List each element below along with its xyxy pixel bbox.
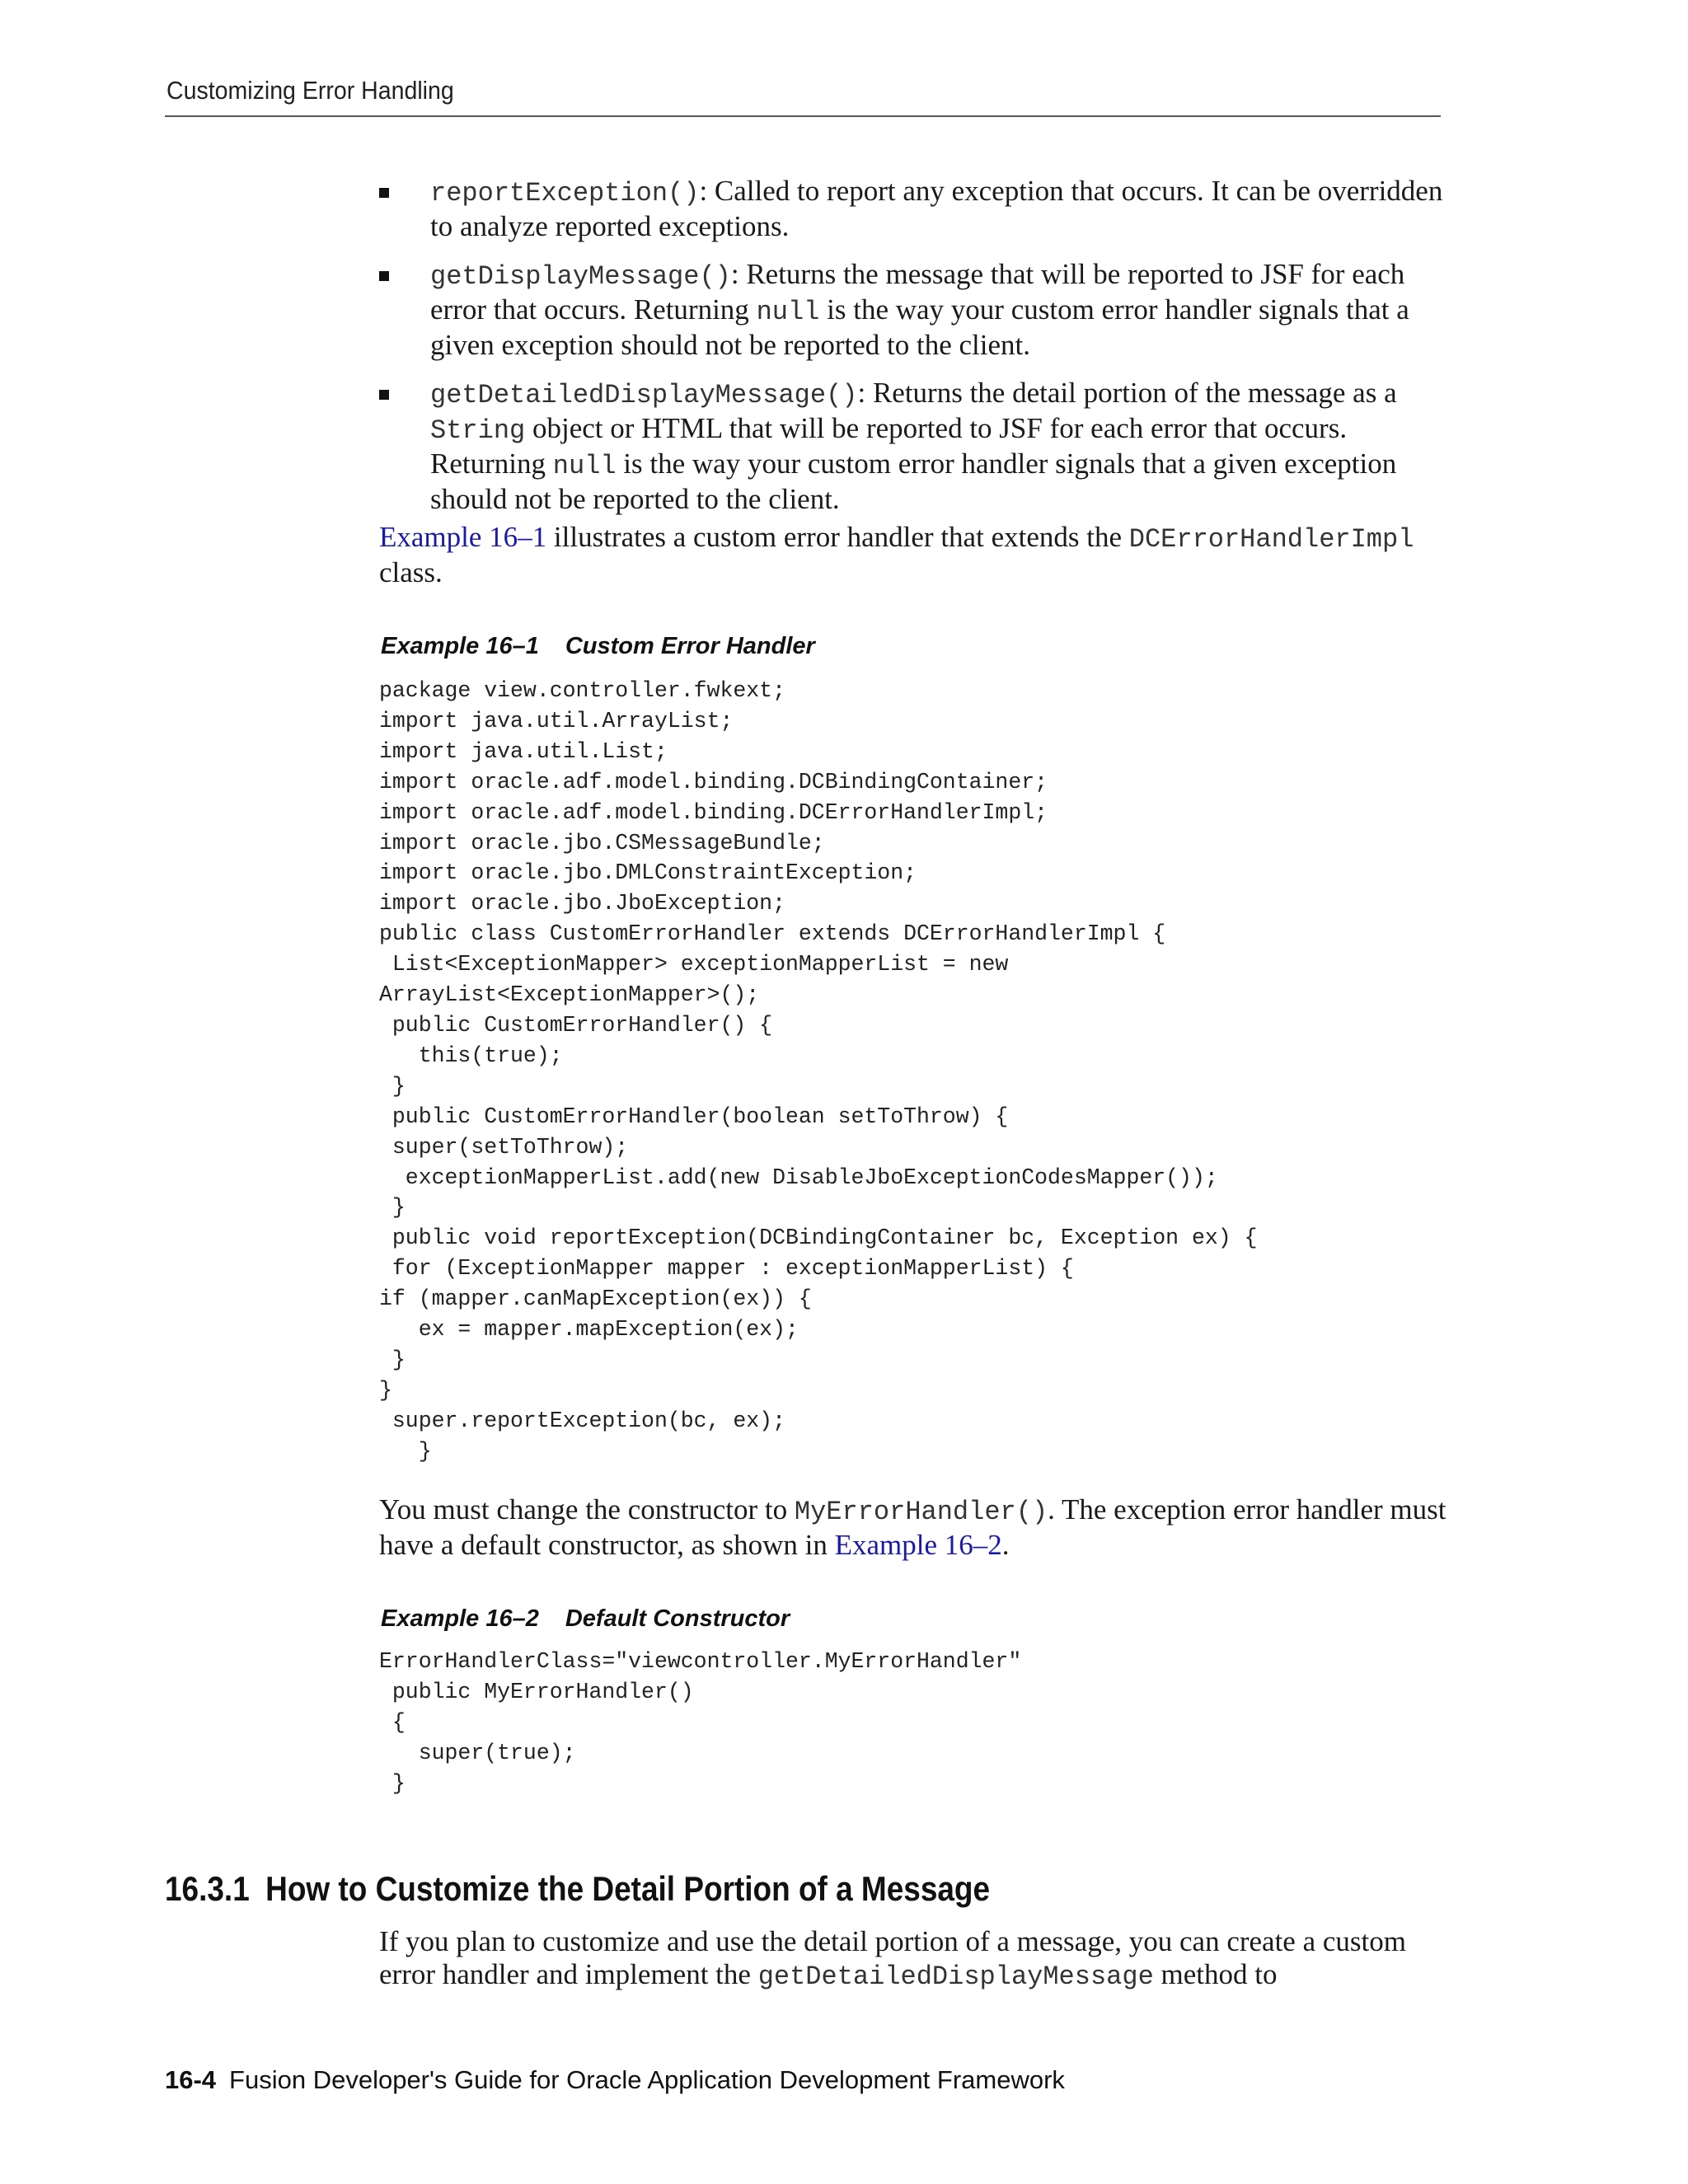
- method-description: : Called to report any exception that occurs. It can be overridden to analyze reported exceptions.: [430, 175, 1443, 242]
- paragraph-text: illustrates a custom error handler that extends the: [546, 521, 1129, 553]
- paragraph-text: If you plan to customize and use the detail portion of a message, you can create a custom error handler and implement the: [379, 1925, 1406, 1990]
- paragraph-text: .: [1001, 1529, 1010, 1561]
- example-label: Example 16–1: [381, 633, 539, 659]
- inline-code: null: [756, 297, 820, 327]
- method-name: getDetailedDisplayMessage(): [430, 380, 858, 410]
- section-number: 16.3.1: [165, 1869, 250, 1908]
- list-item: [379, 175, 1451, 243]
- page-footer: [165, 2065, 1065, 2095]
- inline-code: MyErrorHandler(): [794, 1497, 1048, 1527]
- method-name: reportException(): [430, 178, 700, 209]
- bullet-square-icon: [379, 390, 389, 400]
- method-description: is the way your custom error handler signals that a given exception should not be reported to the client.: [430, 448, 1397, 515]
- example-link[interactable]: Example 16–1: [379, 521, 547, 553]
- example-link[interactable]: Example 16–2: [834, 1529, 1002, 1561]
- section-paragraph: [379, 1925, 1451, 1994]
- method-name: getDisplayMessage(): [430, 261, 731, 292]
- example-caption: Default Constructor: [565, 1605, 790, 1632]
- constructor-paragraph: [379, 1493, 1451, 1562]
- example-caption: Custom Error Handler: [565, 633, 815, 659]
- method-description: is the way your custom error handler signals that a given exception should not be reported to the client.: [430, 293, 1409, 361]
- method-description: : Returns the detail portion of the message as a: [857, 377, 1397, 409]
- example-label: Example 16–2: [381, 1605, 539, 1632]
- running-header: Customizing Error Handling: [166, 76, 454, 105]
- code-block: ErrorHandlerClass="viewcontroller.MyErrorHandler" public MyErrorHandler() { super(true); }: [379, 1649, 1022, 1796]
- section-heading: [165, 1869, 990, 1909]
- code-block: package view.controller.fwkext; import java.util.ArrayList; import java.util.List; import oracle.adf.model.binding.DCBindingContainer; import oracle.adf.model.binding.DCErrorHandlerImpl; import oracle.jbo.CSMessageBundle; import oracle.jbo.DMLConstraintException; import oracle.jbo.JboException; public class CustomErrorHandler extends DCErrorHandlerImpl { List<ExceptionMapper> exceptionMapperList = new ArrayList<ExceptionMapper>(); public CustomErrorHandler() { this(true); } public CustomErrorHandler(boolean setToThrow) { super(setToThrow); exceptionMapperList.add(new DisableJboExceptionCodesMapper()); } public void reportException(DCBindingContainer bc, Exception ex) { for (ExceptionMapper mapper : exceptionMapperList) { if (mapper.canMapException(ex)) { ex = mapper.mapException(ex); } } super.reportException(bc, ex); }: [379, 678, 1258, 1464]
- paragraph-text: method to: [1153, 1958, 1278, 1990]
- section-title: How to Customize the Detail Portion of a Message: [265, 1869, 991, 1908]
- bullet-square-icon: [379, 271, 389, 281]
- inline-code: null: [552, 451, 617, 481]
- inline-code: String: [430, 415, 526, 446]
- header-rule: [165, 115, 1441, 117]
- example-title: [381, 633, 815, 660]
- bullet-square-icon: [379, 188, 389, 198]
- method-list: [379, 175, 1451, 531]
- paragraph-text: You must change the constructor to: [379, 1493, 795, 1526]
- book-title: Fusion Developer's Guide for Oracle Application Development Framework: [229, 2065, 1065, 2094]
- example-title: [381, 1605, 790, 1633]
- list-item: [379, 377, 1451, 516]
- method-description: object or HTML that will be reported to JSF for each error that occurs. Returning: [430, 412, 1348, 480]
- list-item: [379, 258, 1451, 362]
- intro-paragraph: [379, 521, 1451, 589]
- inline-code: DCErrorHandlerImpl: [1128, 524, 1414, 555]
- inline-code: getDetailedDisplayMessage: [757, 1961, 1154, 1992]
- method-description: : Returns the message that will be reported to JSF for each error that occurs. Returning: [430, 258, 1405, 326]
- paragraph-text: class.: [379, 556, 443, 588]
- page-number: 16-4: [165, 2065, 217, 2094]
- paragraph-text: . The exception error handler must have a default constructor, as shown in: [379, 1493, 1447, 1561]
